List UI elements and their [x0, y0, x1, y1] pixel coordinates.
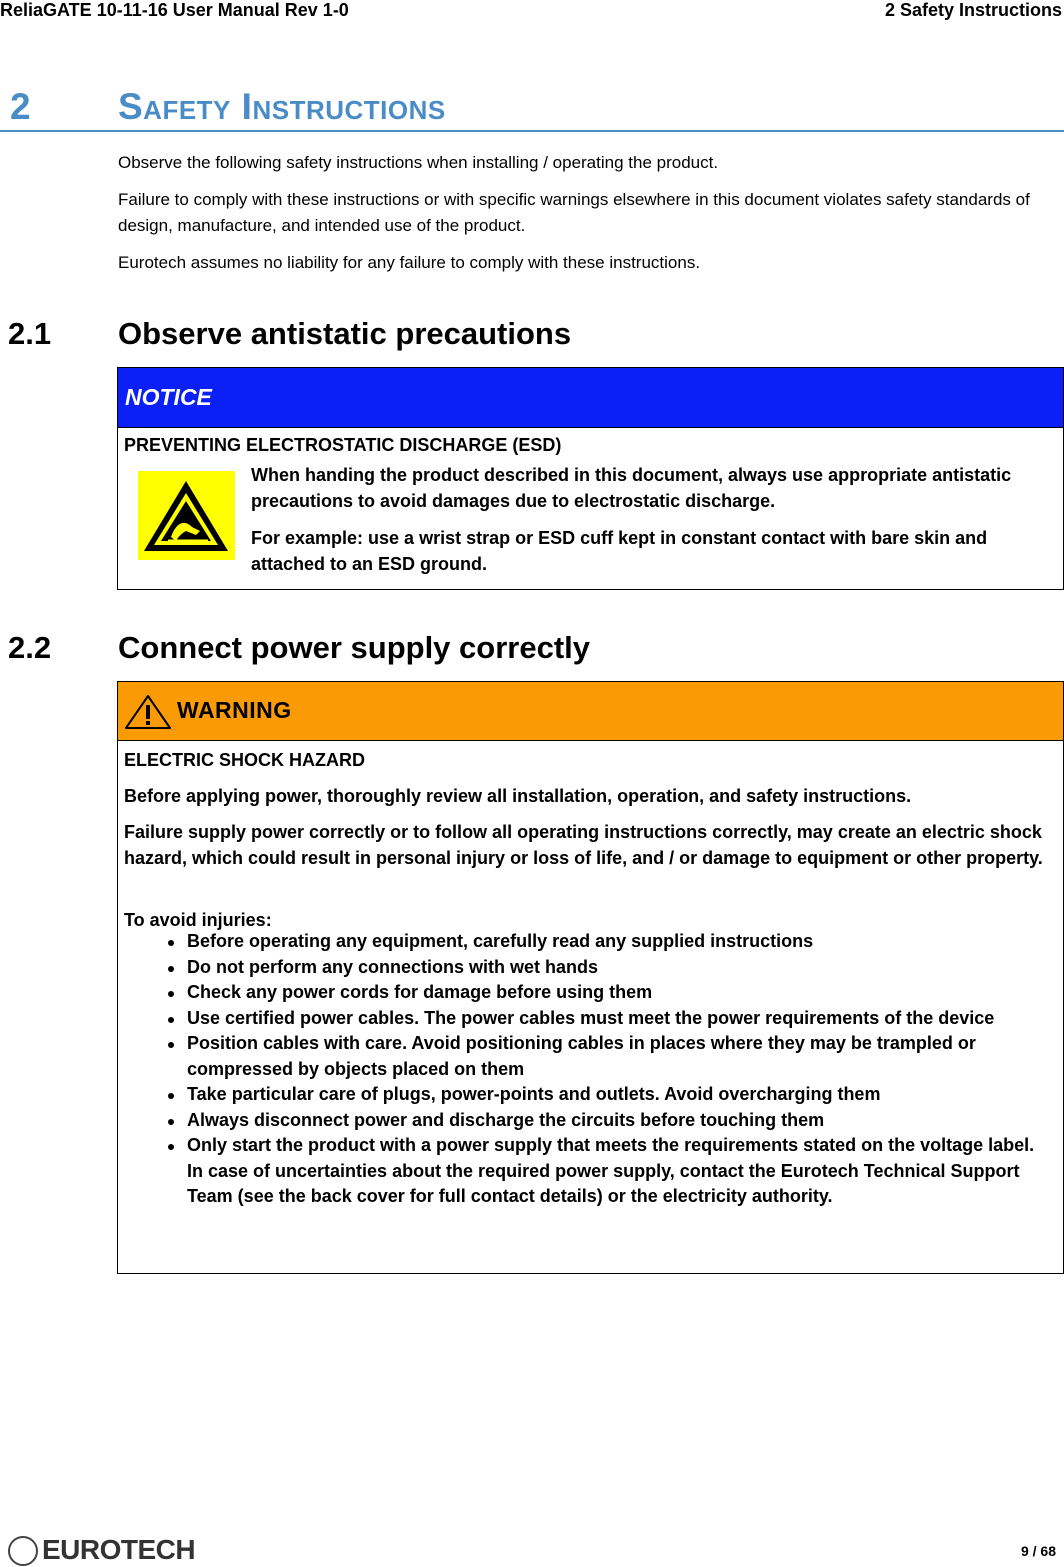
page-number: 9 / 68 [1020, 1543, 1056, 1559]
eurotech-logo [8, 1532, 198, 1566]
intro-paragraph-2: Failure to comply with these instructions or with specific warnings elsewhere in this document violates safety standards of design, manufacture, and intended use of the product. [118, 190, 1030, 235]
notice-subtitle: PREVENTING ELECTROSTATIC DISCHARGE (ESD) [124, 435, 562, 455]
list-item: Only start the product with a power supply that meets the requirements stated on the voltage label. In case of uncertainties about the required power supply, contact the Eurotech Technical Support Team (see the back cover for full contact details) or the electricity authority. [165, 1133, 1045, 1210]
section-number: 2.1 [8, 316, 52, 351]
list-item: Always disconnect power and discharge the circuits before touching them [165, 1108, 1045, 1134]
warning-label: WARNING [177, 697, 292, 723]
warning-box [117, 681, 1064, 1274]
list-item: Before operating any equipment, carefully read any supplied instructions [165, 929, 1045, 955]
notice-label: NOTICE [125, 384, 212, 410]
list-item: Take particular care of plugs, power-points and outlets. Avoid overcharging them [165, 1082, 1045, 1108]
warning-subtitle: ELECTRIC SHOCK HAZARD [124, 750, 365, 770]
warning-text-1: Before applying power, thoroughly review all installation, operation, and safety instructions. [124, 786, 912, 806]
section-heading-2-1 [8, 316, 571, 352]
warning-avoid-label: To avoid injuries: [124, 910, 272, 930]
chapter-number: 2 [10, 86, 31, 127]
list-item: Position cables with care. Avoid positioning cables in places where they may be trampled or compressed by objects placed on them [165, 1031, 1045, 1082]
warning-bullet-list [165, 929, 1045, 1210]
notice-text-1: When handing the product described in this document, always use appropriate antistatic precautions to avoid damages due to electrostatic discharge. [251, 465, 1012, 511]
list-item: Check any power cords for damage before using them [165, 980, 1045, 1006]
section-title: Observe antistatic precautions [118, 316, 572, 351]
warning-triangle-icon [124, 694, 172, 730]
notice-text-2: For example: use a wrist strap or ESD cuff kept in constant contact with bare skin and attached to an ESD ground. [251, 528, 988, 574]
notice-header [118, 368, 1063, 428]
notice-box [117, 367, 1064, 590]
warning-text-2: Failure supply power correctly or to follow all operating instructions correctly, may create an electric shock hazard, which could result in personal injury or loss of life, and / or damage to equipment or other property. [124, 822, 1043, 868]
header-doc-title: ReliaGATE 10-11-16 User Manual Rev 1-0 [0, 0, 349, 20]
logo-text: EUROTECH [42, 1534, 196, 1565]
chapter-title: Safety Instructions [118, 86, 446, 127]
header-chapter: 2 Safety Instructions [884, 0, 1062, 20]
warning-header [118, 682, 1063, 741]
section-heading-2-2 [8, 630, 590, 666]
intro-paragraph-1: Observe the following safety instructions when installing / operating the product. [118, 153, 719, 172]
section-number: 2.2 [8, 630, 52, 665]
list-item: Use certified power cables. The power cables must meet the power requirements of the device [165, 1006, 1045, 1032]
esd-icon [138, 471, 235, 560]
list-item: Do not perform any connections with wet hands [165, 955, 1045, 981]
section-title: Connect power supply correctly [118, 630, 590, 665]
logo-mark-icon [8, 1536, 38, 1566]
intro-paragraph-3: Eurotech assumes no liability for any failure to comply with these instructions. [118, 253, 701, 272]
chapter-heading [0, 82, 1064, 132]
